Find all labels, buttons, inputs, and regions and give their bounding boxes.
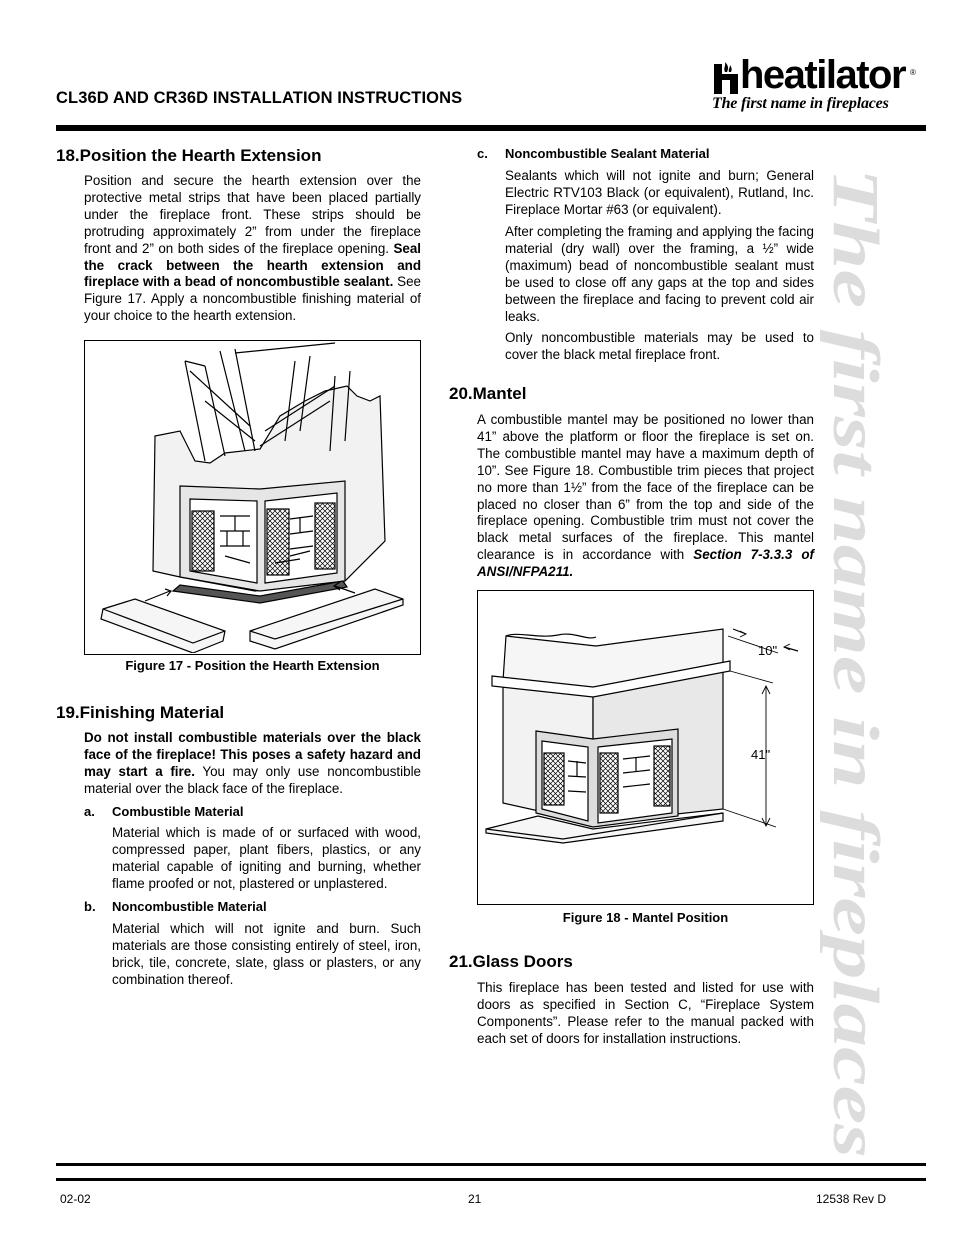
header-rule — [56, 125, 926, 131]
subsection-a-letter: a. — [84, 804, 95, 819]
logo-tagline: The first name in fireplaces — [712, 95, 889, 112]
hearth-extension-illustration — [85, 341, 419, 653]
section-18-title: Position the Hearth Extension — [79, 146, 322, 165]
figure-18-mantel-position — [477, 590, 814, 905]
footer-rule-top — [56, 1163, 926, 1166]
section-18-body — [84, 173, 421, 325]
footer-page-number: 21 — [468, 1192, 482, 1206]
footer-rule-bottom — [56, 1178, 926, 1181]
flame-house-icon — [712, 58, 740, 94]
section-19-text: You may only use noncombustible material over the black face of the fireplace. — [84, 763, 421, 796]
subsection-a-body: Material which is made of or surfaced with wood, compressed paper, plant fibers, plastics, or any material capable of igniting and burning, whether flame proofed or not, plastered or unplastered. — [112, 825, 421, 891]
mantel-height-dimension: 41" — [751, 747, 771, 762]
logo-wordmark: heatilator — [740, 53, 906, 97]
section-18-text-2: See Figure 17. Apply a noncombustible finishing material of your choice to the hearth extension. — [84, 274, 421, 324]
section-21-number: 21. — [449, 952, 473, 971]
section-21-title: Glass Doors — [472, 952, 573, 971]
subsection-c-body-3: Only noncombustible materials may be used to cover the black metal fireplace front. — [505, 330, 814, 362]
section-20-heading — [449, 384, 526, 404]
subsection-a-title: Combustible Material — [112, 804, 244, 819]
subsection-c-title: Noncombustible Sealant Material — [505, 146, 710, 161]
subsection-b-body: Material which will not ignite and burn. Such materials are those consisting entirely of steel, iron, brick, tile, concrete, slate, glass or plasters, or any combination thereof. — [112, 921, 421, 987]
subsection-a-heading — [84, 804, 243, 819]
subsection-b-letter: b. — [84, 899, 96, 914]
mantel-depth-dimension: 10" — [758, 643, 778, 658]
subsection-c-body-1: Sealants which will not ignite and burn; General Electric RTV103 Black (or equivalent), Rutland, Inc. Fireplace Mortar #63 (or equivalent). — [505, 168, 814, 217]
subsection-c-letter: c. — [477, 146, 488, 161]
vertical-watermark — [812, 160, 892, 1160]
footer-document-number: 12538 Rev D — [816, 1192, 887, 1206]
section-20-title: Mantel — [472, 384, 527, 403]
section-20-body — [477, 412, 814, 581]
section-21-heading — [449, 952, 573, 972]
figure-17-hearth-extension — [84, 340, 421, 655]
section-20-standard-reference: Section 7-3.3.3 of ANSI/NFPA211. — [477, 547, 814, 580]
section-20-text: A combustible mantel may be positioned no lower than 41” above the platform or floor the fireplace is set on. The combustible mantel may have a maximum depth of 10”. See Figure 18. Combustible trim pieces that project no more than 1½” from the face of the fireplace can be placed no closer than 6” from the top and side of the fireplace opening. Combustible trim must not cover the black metal surfaces of the fireplace. This mantel clearance is in accordance with — [477, 412, 814, 563]
section-19-title: Finishing Material — [79, 703, 225, 722]
section-21-body: This fireplace has been tested and listed for use with doors as specified in Section C, “Fireplace System Components”. Please refer to the manual packed with each set of doors for installation instructions. — [477, 980, 814, 1046]
section-19-number: 19. — [56, 703, 80, 722]
subsection-b-title: Noncombustible Material — [112, 899, 267, 914]
brand-logo — [710, 52, 920, 114]
section-20-number: 20. — [449, 384, 473, 403]
section-19-heading — [56, 703, 224, 723]
figure-17-caption: Figure 17 - Position the Hearth Extension — [125, 658, 380, 673]
subsection-c-heading — [477, 146, 709, 161]
section-18-text-1: Position and secure the hearth extension over the protective metal strips that have been placed partially under the fireplace front. These strips should be protruding approximately 2” from under the fireplace front and 2” on both sides of the fireplace opening. — [84, 173, 421, 256]
footer-date: 02-02 — [60, 1192, 91, 1206]
section-19-body — [84, 730, 421, 798]
subsection-c-body-2: After completing the framing and applying the facing material (dry wall) over the framing, a ½” wide (maximum) bead of noncombustible sealant must be used to close off any gaps at the top and sides between the fireplace and facing to prevent cold air leaks. — [505, 224, 814, 324]
section-18-number: 18. — [56, 146, 80, 165]
section-18-heading — [56, 146, 321, 166]
subsection-b-heading — [84, 899, 267, 914]
page-header-title: CL36D AND CR36D INSTALLATION INSTRUCTIONS — [56, 89, 463, 107]
logo-registered-mark: ® — [910, 68, 916, 77]
section-18-warning: Seal the crack between the hearth extension and fireplace with a bead of noncombustible sealant. — [84, 240, 421, 290]
watermark-text: The first name in fireplaces — [819, 168, 892, 920]
figure-18-caption: Figure 18 - Mantel Position — [562, 910, 729, 925]
section-19-warning: Do not install combustible materials over the black face of the fireplace! This poses a safety hazard and may start a fire. — [84, 730, 421, 779]
